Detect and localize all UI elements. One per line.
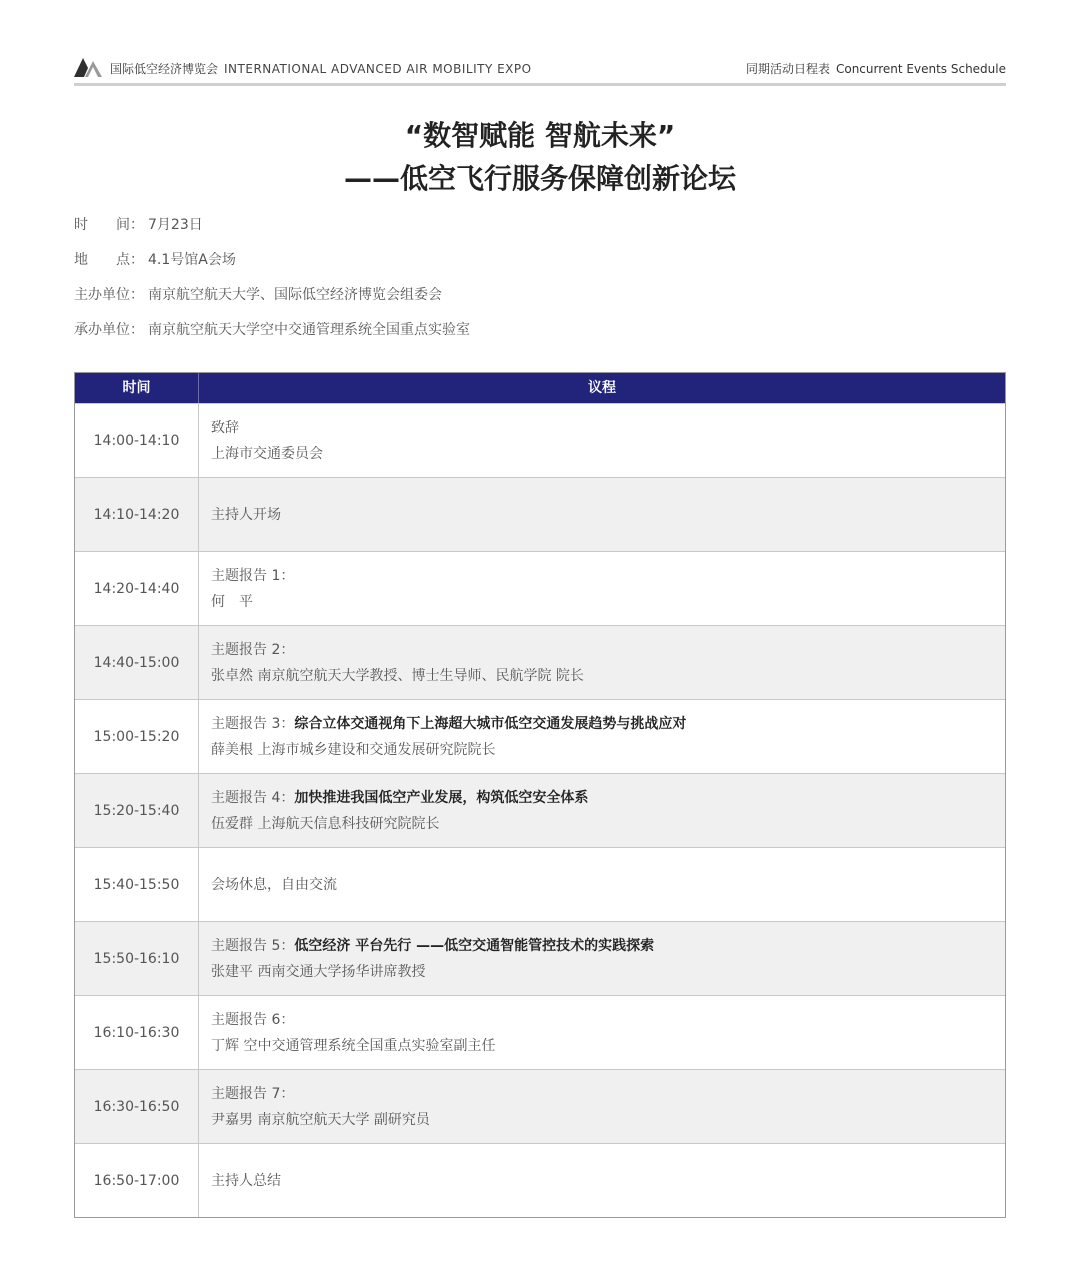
row-content [199, 774, 1005, 847]
schedule-cn: 同期活动日程表 [745, 62, 830, 76]
row-content [199, 552, 1005, 625]
row-item-label: 主题报告 4： [211, 789, 295, 806]
row-time: 14:40-15:00 [75, 626, 199, 699]
row-item-label: 主题报告 5： [211, 937, 295, 954]
info-organizer [74, 284, 442, 304]
table-row [75, 477, 1005, 551]
row-item-label: 会场休息，自由交流 [211, 876, 337, 893]
row-time: 15:40-15:50 [75, 848, 199, 921]
mountain-logo-icon [74, 55, 104, 79]
info-host [74, 319, 470, 339]
table-row [75, 403, 1005, 477]
table-row [75, 921, 1005, 995]
column-header-agenda: 议程 [588, 380, 616, 396]
row-time: 14:10-14:20 [75, 478, 199, 551]
row-item-label: 主持人总结 [211, 1172, 281, 1189]
row-line2: 薛美根 上海市城乡建设和交通发展研究院院长 [211, 741, 496, 758]
row-line2: 何 平 [211, 593, 253, 610]
table-row [75, 847, 1005, 921]
info-label: 时 间： [74, 217, 144, 233]
row-time: 16:50-17:00 [75, 1144, 199, 1217]
agenda-header-row [75, 373, 1005, 403]
schedule-label [746, 60, 1006, 77]
row-time: 15:00-15:20 [75, 700, 199, 773]
row-line1 [211, 563, 1005, 589]
page-header [74, 55, 1006, 86]
row-line1 [211, 711, 1005, 737]
row-line2: 张建平 西南交通大学扬华讲席教授 [211, 963, 426, 980]
row-line1 [211, 502, 1005, 528]
row-item-label: 主题报告 1： [211, 567, 295, 584]
row-content [199, 1070, 1005, 1143]
row-line1 [211, 637, 1005, 663]
row-content [199, 996, 1005, 1069]
info-value: 7月23日 [148, 217, 203, 233]
row-content [199, 1144, 1005, 1217]
row-line1 [211, 1168, 1005, 1194]
row-topic: 低空经济 平台先行 ——低空交通智能管控技术的实践探索 [294, 937, 655, 954]
expo-brand [110, 60, 532, 77]
table-row [75, 1069, 1005, 1143]
row-item-label: 主题报告 6： [211, 1011, 295, 1028]
row-line2: 上海市交通委员会 [211, 445, 323, 462]
row-line2: 张卓然 南京航空航天大学教授、博士生导师、民航学院 院长 [211, 667, 584, 684]
column-header-time: 时间 [75, 373, 199, 403]
schedule-en: Concurrent Events Schedule [835, 62, 1006, 76]
info-value: 南京航空航天大学、国际低空经济博览会组委会 [148, 287, 442, 303]
row-line1 [211, 785, 1005, 811]
row-item-label: 主题报告 7： [211, 1085, 295, 1102]
info-label: 承办单位： [74, 322, 144, 338]
table-row [75, 1143, 1005, 1217]
agenda-table [74, 372, 1006, 1218]
row-content [199, 922, 1005, 995]
info-label: 主办单位： [74, 287, 144, 303]
row-line1 [211, 1007, 1005, 1033]
row-line2: 伍爱群 上海航天信息科技研究院院长 [211, 815, 440, 832]
row-line1 [211, 1081, 1005, 1107]
row-content [199, 404, 1005, 477]
row-content [199, 478, 1005, 551]
row-item-label: 主题报告 3： [211, 715, 295, 732]
row-time: 14:00-14:10 [75, 404, 199, 477]
row-topic: 加快推进我国低空产业发展，构筑低空安全体系 [294, 789, 589, 806]
row-time: 16:10-16:30 [75, 996, 199, 1069]
table-row [75, 773, 1005, 847]
info-location [74, 249, 236, 269]
info-value: 4.1号馆A会场 [148, 252, 236, 268]
forum-title-line1: “数智赋能 智航未来” [404, 119, 676, 152]
row-content [199, 848, 1005, 921]
row-time: 16:30-16:50 [75, 1070, 199, 1143]
info-time [74, 214, 203, 234]
table-row [75, 995, 1005, 1069]
row-line2: 丁辉 空中交通管理系统全国重点实验室副主任 [211, 1037, 496, 1054]
row-item-label: 主持人开场 [211, 506, 281, 523]
row-time: 14:20-14:40 [75, 552, 199, 625]
table-row [75, 699, 1005, 773]
row-time: 15:50-16:10 [75, 922, 199, 995]
row-item-label: 主题报告 2： [211, 641, 295, 658]
brand-en: INTERNATIONAL ADVANCED AIR MOBILITY EXPO [224, 62, 532, 76]
row-line1 [211, 933, 1005, 959]
table-row [75, 551, 1005, 625]
row-content [199, 700, 1005, 773]
info-label: 地 点： [74, 252, 144, 268]
row-line1 [211, 872, 1005, 898]
table-row [75, 625, 1005, 699]
row-item-label: 致辞 [211, 419, 239, 436]
info-value: 南京航空航天大学空中交通管理系统全国重点实验室 [148, 322, 470, 338]
forum-title-line2: ——低空飞行服务保障创新论坛 [343, 162, 736, 195]
row-line2: 尹嘉男 南京航空航天大学 副研究员 [211, 1111, 430, 1128]
row-topic: 综合立体交通视角下上海超大城市低空交通发展趋势与挑战应对 [294, 715, 687, 732]
row-line1 [211, 415, 1005, 441]
row-content [199, 626, 1005, 699]
brand-cn: 国际低空经济博览会 [110, 62, 219, 76]
row-time: 15:20-15:40 [75, 774, 199, 847]
